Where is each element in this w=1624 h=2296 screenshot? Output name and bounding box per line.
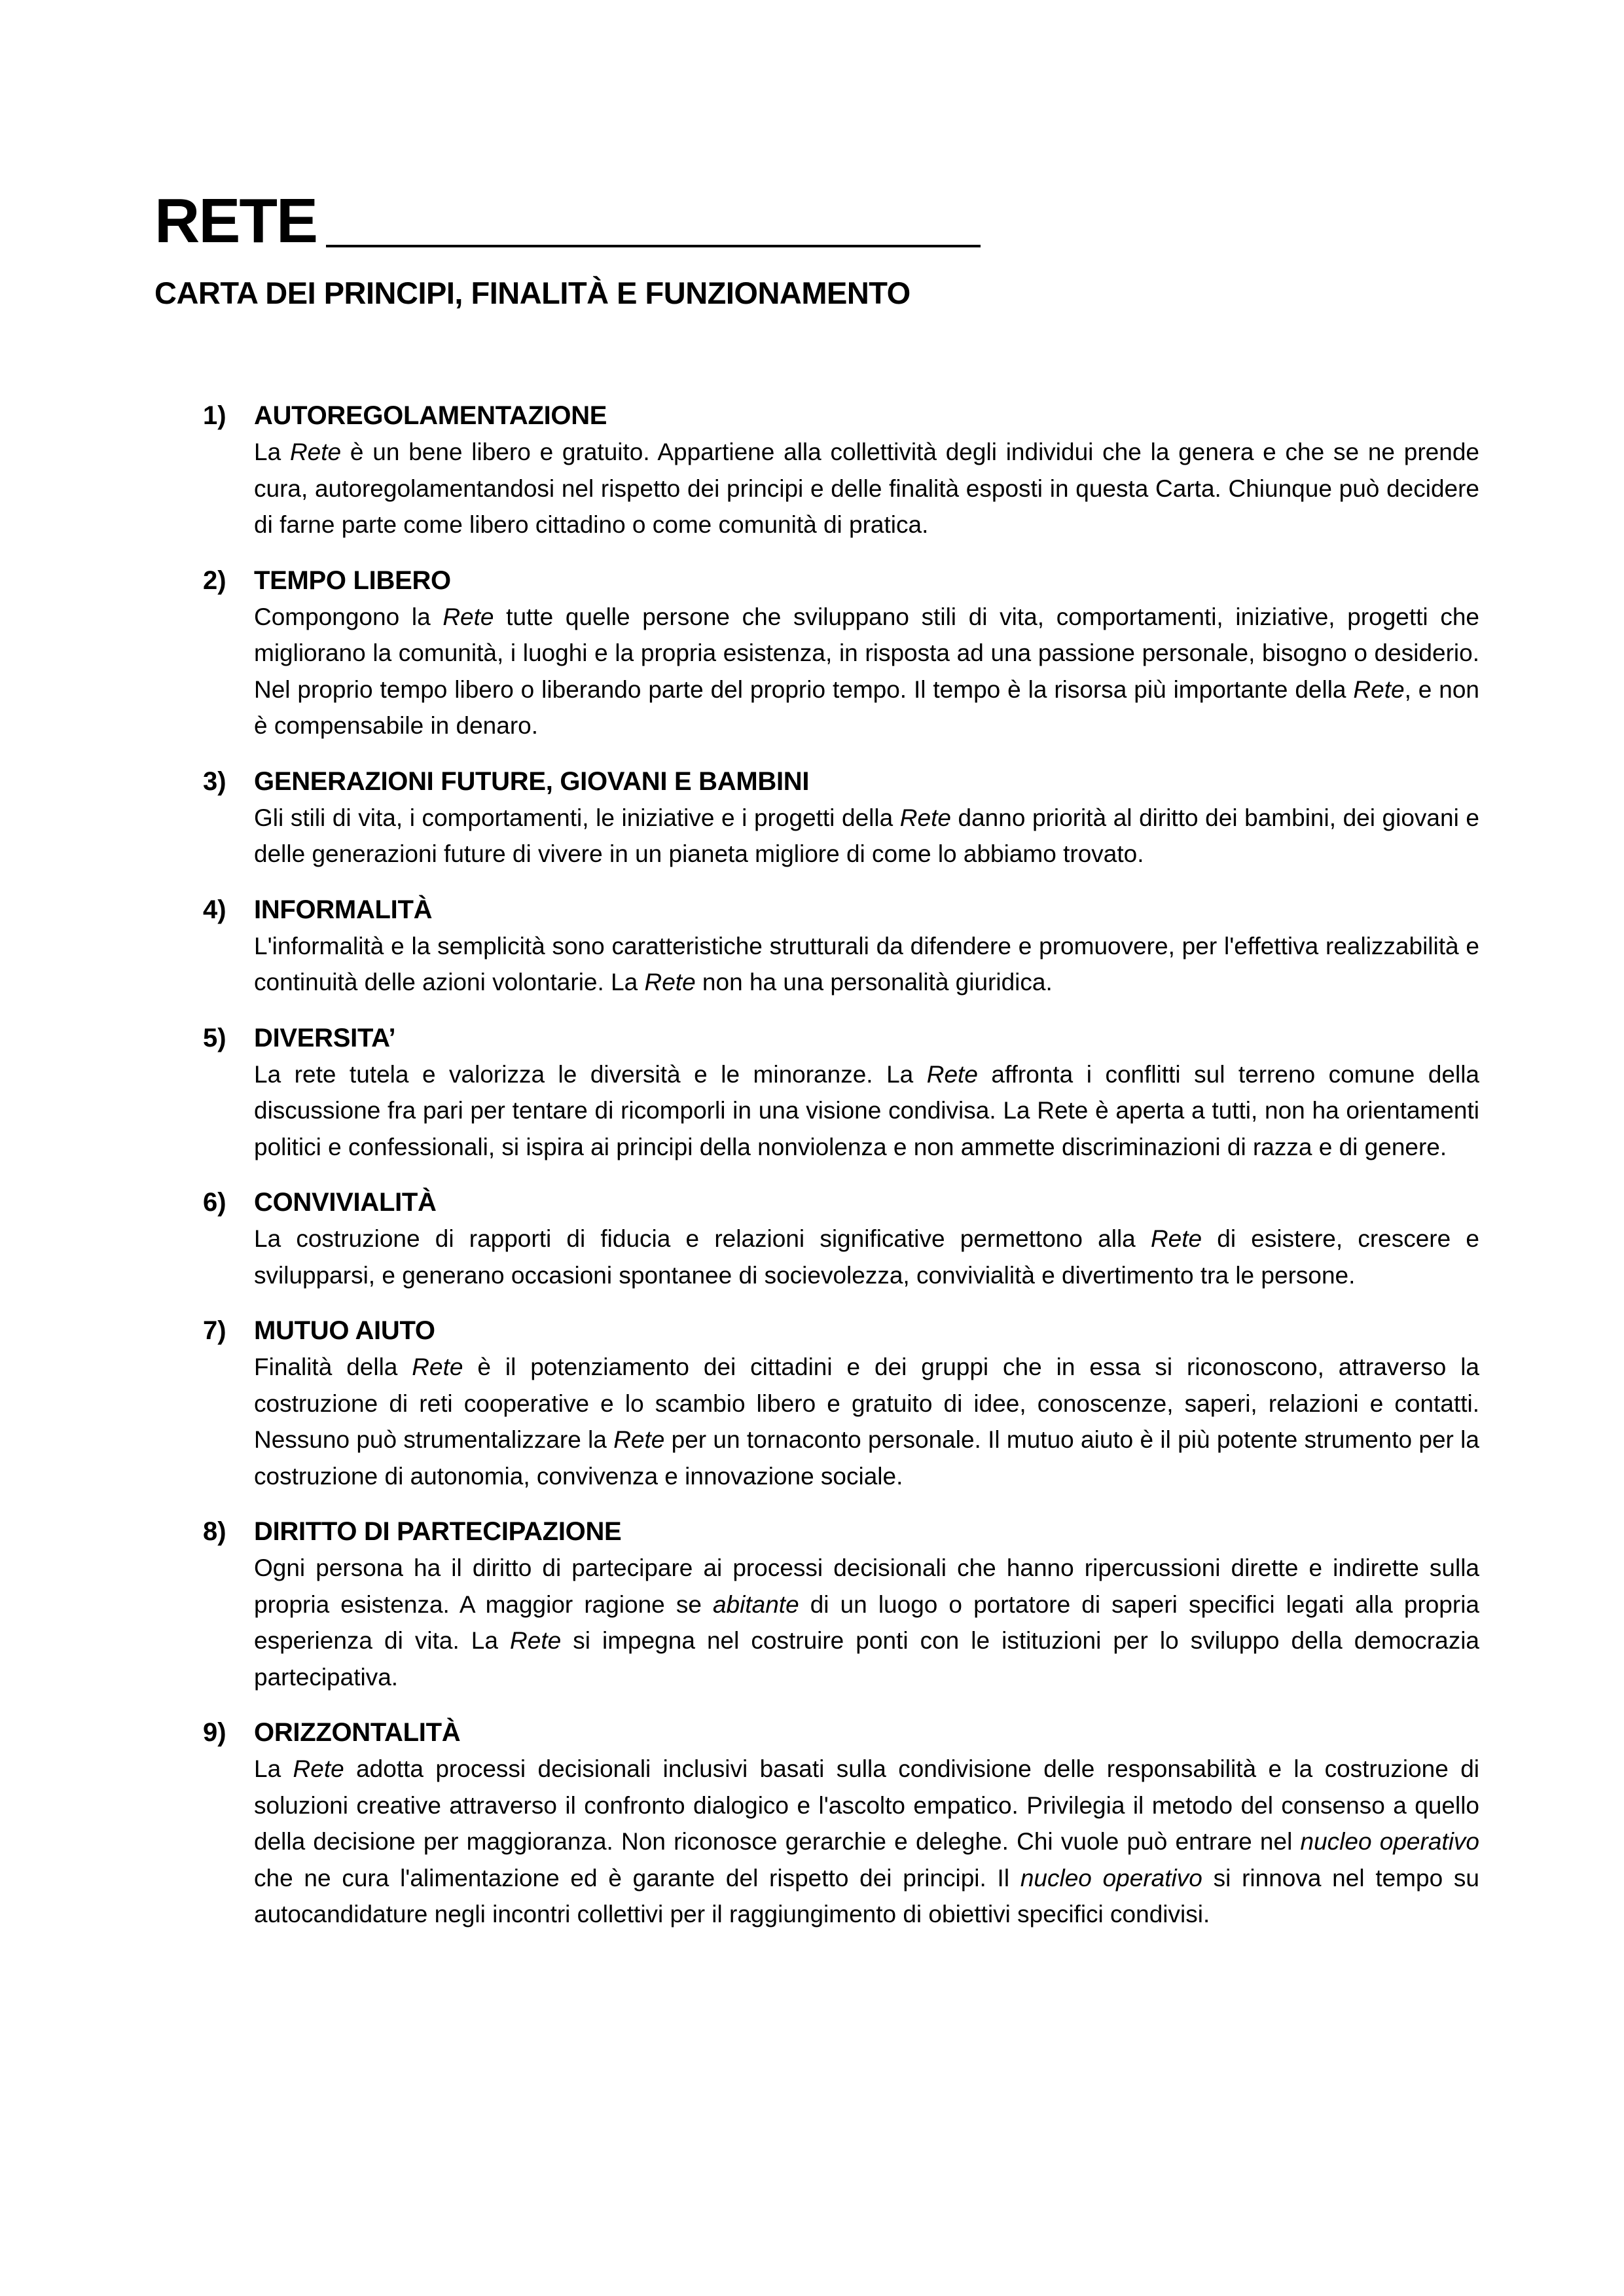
body-text: non ha una personalità giuridica. (695, 969, 1053, 996)
body-text: tutte quelle persone che sviluppano stili di vita, comportamenti, iniziative, progetti che migliorano la comunità, i luoghi e la propria esistenza, in risposta ad una passione personale, bisogno o desiderio. Nel proprio tempo libero o liberando parte del proprio tempo. Il tempo è la risorsa più importante della (254, 603, 1479, 703)
body-text: Compongono la (254, 603, 443, 630)
section-title: MUTUO AIUTO (254, 1316, 435, 1345)
section-heading (203, 397, 1479, 434)
body-text: per un tornaconto personale. Il mutuo aiuto è il più potente strumento per la costruzione di autonomia, convivenza e innovazione sociale. (254, 1426, 1479, 1490)
italic-text: abitante (712, 1590, 799, 1618)
body-text: si impegna nel costruire ponti con le istituzioni per lo sviluppo della democrazia partecipativa. (254, 1627, 1479, 1691)
section-title: TEMPO LIBERO (254, 565, 451, 595)
section-title: DIVERSITA’ (254, 1023, 396, 1052)
section-number: 6) (203, 1188, 226, 1217)
body-text: danno priorità al diritto dei bambini, dei giovani e delle generazioni future di vivere in un pianeta migliore di come lo abbiamo trovato. (254, 804, 1479, 867)
section (203, 1513, 1479, 1695)
section-heading (203, 1513, 1479, 1550)
section-number: 5) (203, 1023, 226, 1052)
body-text: si rinnova nel tempo su autocandidature negli incontri collettivi per il raggiungimento di obiettivi specifici condivisi. (254, 1864, 1479, 1928)
section-number: 9) (203, 1718, 226, 1747)
section-number: 1) (203, 401, 226, 430)
section (203, 562, 1479, 744)
section-heading (203, 1020, 1479, 1056)
body-text: Ogni persona ha il diritto di partecipare ai processi decisionali che hanno ripercussioni dirette e indirette sulla propria esistenza. A maggior ragione se (254, 1554, 1479, 1618)
body-text: Finalità della (254, 1354, 412, 1380)
body-text: La (254, 439, 290, 465)
body-text: Gli stili di vita, i comportamenti, le iniziative e i progetti della (254, 804, 900, 831)
body-text: affronta i conflitti sul terreno comune della discussione fra pari per tentare di ricomporli in una visione condivisa. La Rete è aperta a tutti, non ha orientamenti politici e confessionali, si ispira ai principi della nonviolenza e non ammette discriminazioni di razza e di genere. (254, 1060, 1479, 1160)
section-body (254, 800, 1479, 872)
body-text: che ne cura l'alimentazione ed è garante del rispetto dei principi. Il (254, 1864, 1020, 1892)
italic-text: Rete (412, 1354, 463, 1380)
body-text: di esistere, crescere e svilupparsi, e generano occasioni spontanee di socievolezza, convivialità e divertimento tra le persone. (254, 1225, 1479, 1289)
section-heading (203, 1714, 1479, 1751)
section-heading (203, 763, 1479, 800)
body-text: La costruzione di rapporti di fiducia e relazioni significative permettono alla (254, 1225, 1151, 1252)
section-body (254, 1550, 1479, 1695)
italic-text: Rete (510, 1627, 562, 1654)
section-title: CONVIVIALITÀ (254, 1188, 437, 1217)
italic-text: Rete (899, 804, 951, 831)
body-text: di un luogo o portatore di saperi specifici legati alla propria esperienza di vita. La (254, 1590, 1480, 1654)
italic-text: Rete (442, 603, 494, 630)
section-title: AUTOREGOLAMENTAZIONE (254, 401, 607, 430)
italic-text: nucleo operativo (1300, 1828, 1479, 1855)
italic-text: Rete (644, 969, 696, 996)
section-number: 3) (203, 766, 226, 796)
section-number: 2) (203, 565, 226, 595)
italic-text: Rete (1353, 675, 1405, 703)
section (203, 763, 1479, 872)
italic-text: Rete (926, 1060, 978, 1088)
italic-text: nucleo operativo (1020, 1864, 1202, 1892)
section-number: 7) (203, 1316, 226, 1345)
section-body (254, 599, 1479, 744)
section (203, 397, 1479, 543)
section-body (254, 1751, 1479, 1933)
section-heading (203, 1312, 1479, 1349)
section-title: DIRITTO DI PARTECIPAZIONE (254, 1517, 622, 1546)
body-text: La (254, 1755, 293, 1782)
section (203, 1714, 1479, 1933)
section-heading (203, 1184, 1479, 1221)
body-text: è il potenziamento dei cittadini e dei gruppi che in essa si riconoscono, attraverso la costruzione di reti cooperative e lo scambio libero e gratuito di idee, conoscenze, saperi, relazioni e contatti. Nessuno può strumentalizzare la (254, 1354, 1479, 1453)
section (203, 1020, 1479, 1166)
section (203, 1312, 1479, 1494)
italic-text: Rete (613, 1426, 665, 1453)
body-text: La rete tutela e valorizza le diversità e le minoranze. La (254, 1060, 927, 1088)
body-text: , e non è compensabile in denaro. (254, 675, 1479, 739)
section-heading (203, 562, 1479, 599)
section (203, 1184, 1479, 1293)
italic-text: Rete (293, 1755, 344, 1782)
section-number: 4) (203, 895, 226, 924)
italic-text: Rete (1150, 1225, 1202, 1252)
body-text: adotta processi decisionali inclusivi basati sulla condivisione delle responsabilità e la costruzione di soluzioni creative attraverso il confronto dialogico e l'ascolto empatico. Privilegia il metodo del consenso a quello della decisione per maggioranza. Non riconosce gerarchie e deleghe. Chi vuole può entrare nel (254, 1755, 1479, 1855)
section-number: 8) (203, 1517, 226, 1546)
title-underline (326, 245, 981, 247)
title-row (154, 186, 981, 256)
sections-list (203, 397, 1479, 1952)
section-body (254, 1056, 1479, 1166)
section (203, 891, 1479, 1001)
body-text: è un bene libero e gratuito. Appartiene alla collettività degli individui che la genera e che se ne prende cura, autoregolamentandosi nel rispetto dei principi e delle finalità esposti in questa Carta. Chiunque può decidere di farne parte come libero cittadino o come comunità di pratica. (254, 439, 1479, 538)
section-body (254, 434, 1479, 543)
section-title: GENERAZIONI FUTURE, GIOVANI E BAMBINI (254, 766, 810, 796)
italic-text: Rete (289, 439, 342, 465)
body-text: L'informalità e la semplicità sono caratteristiche strutturali da difendere e promuovere, per l'effettiva realizzabilità e continuità delle azioni volontarie. La (254, 932, 1479, 996)
section-heading (203, 891, 1479, 928)
document-subtitle: CARTA DEI PRINCIPI, FINALITÀ E FUNZIONAMENTO (154, 276, 911, 310)
section-title: INFORMALITÀ (254, 895, 433, 924)
document-title: RETE (154, 186, 317, 256)
section-body (254, 928, 1479, 1001)
section-body (254, 1349, 1479, 1494)
section-body (254, 1221, 1479, 1293)
section-title: ORIZZONTALITÀ (254, 1718, 461, 1747)
